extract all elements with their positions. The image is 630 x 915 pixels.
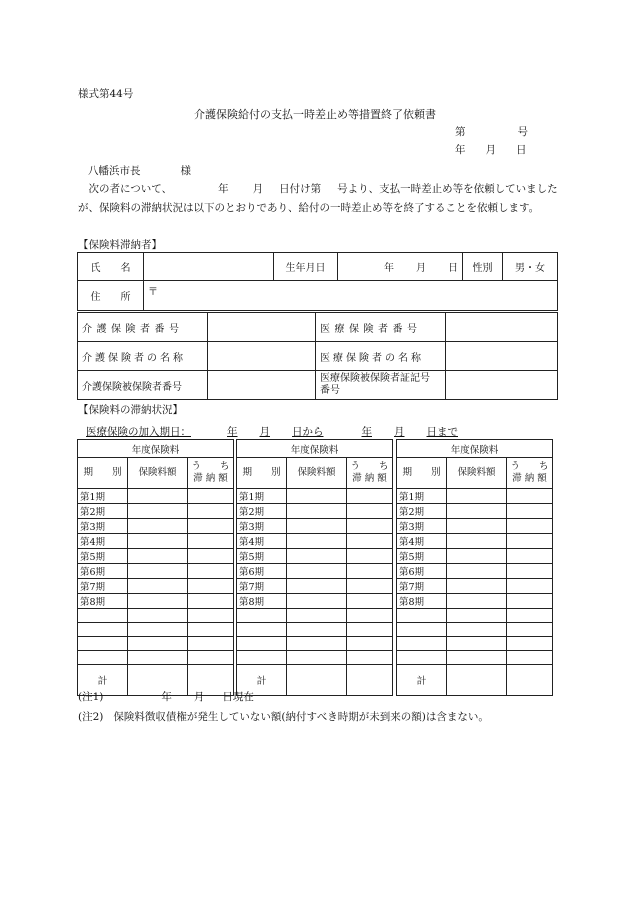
table-row bbox=[78, 637, 234, 651]
period-cell: 第1期 bbox=[397, 489, 447, 504]
amount-cell[interactable] bbox=[447, 504, 507, 519]
total-label: 計 bbox=[237, 665, 287, 696]
period-cell: 第3期 bbox=[237, 519, 287, 534]
amount-cell[interactable] bbox=[287, 623, 347, 637]
arrears-cell[interactable] bbox=[507, 623, 553, 637]
amount-cell[interactable] bbox=[447, 519, 507, 534]
period-cell bbox=[78, 651, 128, 665]
body-part1: 次の者について、 bbox=[88, 183, 173, 195]
fiscal-year-label: 年度保険料 bbox=[397, 440, 553, 458]
table-row bbox=[78, 579, 234, 594]
period-cell bbox=[237, 637, 287, 651]
arrears-cell[interactable] bbox=[188, 594, 234, 609]
arrears-amount-label: 滞 納 額 bbox=[193, 473, 228, 484]
insurance-info-table bbox=[77, 312, 558, 400]
amount-cell[interactable] bbox=[128, 594, 188, 609]
document-number bbox=[455, 124, 528, 139]
coverage-from-year: 年 bbox=[227, 426, 238, 438]
arrears-cell[interactable] bbox=[347, 549, 393, 564]
note2-label: (注2) bbox=[78, 711, 104, 723]
fiscal-year-label: 年度保険料 bbox=[237, 440, 393, 458]
medical-insurer-number-field[interactable] bbox=[446, 313, 558, 342]
arrears-amount-label: 滞 納 額 bbox=[352, 473, 387, 484]
period-cell bbox=[78, 609, 128, 623]
amount-cell[interactable] bbox=[287, 651, 347, 665]
period-cell bbox=[397, 651, 447, 665]
table-row bbox=[237, 651, 393, 665]
period-cell bbox=[397, 637, 447, 651]
amount-cell[interactable] bbox=[128, 623, 188, 637]
amount-cell[interactable] bbox=[447, 637, 507, 651]
amount-cell[interactable] bbox=[287, 564, 347, 579]
amount-cell[interactable] bbox=[128, 549, 188, 564]
section-status-heading: 【保険料の滞納状況】 bbox=[78, 404, 183, 416]
amount-cell[interactable] bbox=[447, 549, 507, 564]
arrears-cell[interactable] bbox=[507, 651, 553, 665]
arrears-cell[interactable] bbox=[188, 504, 234, 519]
table-row bbox=[397, 519, 553, 534]
arrears-cell[interactable] bbox=[347, 564, 393, 579]
arrears-cell[interactable] bbox=[188, 623, 234, 637]
period-cell: 第2期 bbox=[78, 504, 128, 519]
note2-text: 保険料徴収債権が発生していない額(納付すべき時期が未到来の額)は含まない。 bbox=[113, 711, 489, 723]
arrears-cell[interactable] bbox=[188, 637, 234, 651]
period-cell: 第4期 bbox=[237, 534, 287, 549]
period-cell: 第5期 bbox=[237, 549, 287, 564]
body-month: 月 bbox=[252, 183, 264, 195]
table-row bbox=[397, 504, 553, 519]
amount-cell[interactable] bbox=[128, 579, 188, 594]
address-label: 住 所 bbox=[78, 281, 144, 311]
note-1 bbox=[78, 689, 254, 704]
amount-cell[interactable] bbox=[287, 579, 347, 594]
table-row bbox=[397, 623, 553, 637]
table-row bbox=[237, 534, 393, 549]
medical-insurer-number-label: 医療保険者番号 bbox=[316, 313, 446, 342]
fiscal-year-label: 年度保険料 bbox=[78, 440, 234, 458]
birth-year: 年 bbox=[384, 263, 394, 274]
table-row bbox=[78, 534, 234, 549]
arrears-cell[interactable] bbox=[347, 489, 393, 504]
coverage-label: 医療保険の加入期日： bbox=[86, 426, 191, 438]
total-amount-cell[interactable] bbox=[447, 665, 507, 696]
period-cell: 第6期 bbox=[397, 564, 447, 579]
section-delinquent-heading: 【保険料滞納者】 bbox=[78, 239, 162, 251]
note1-month: 月 bbox=[193, 691, 205, 703]
period-header: 期 別 bbox=[397, 458, 447, 489]
arrears-cell[interactable] bbox=[507, 637, 553, 651]
arrears-header bbox=[188, 458, 234, 489]
arrears-cell[interactable] bbox=[507, 564, 553, 579]
arrears-cell[interactable] bbox=[347, 504, 393, 519]
uchi-label: う ち bbox=[350, 461, 389, 472]
arrears-cell[interactable] bbox=[507, 594, 553, 609]
doc-date-month: 月 bbox=[485, 144, 496, 156]
amount-cell[interactable] bbox=[447, 579, 507, 594]
arrears-cell[interactable] bbox=[188, 579, 234, 594]
total-arrears-cell[interactable] bbox=[347, 665, 393, 696]
total-row bbox=[397, 665, 553, 696]
amount-cell[interactable] bbox=[128, 489, 188, 504]
care-insured-number-label: 介護保険被保険者番号 bbox=[78, 371, 208, 400]
table-row bbox=[397, 564, 553, 579]
arrears-cell[interactable] bbox=[347, 534, 393, 549]
care-insurer-number-field[interactable] bbox=[208, 313, 316, 342]
table-row bbox=[78, 549, 234, 564]
birth-month: 月 bbox=[416, 263, 426, 274]
table-row bbox=[397, 534, 553, 549]
table-row bbox=[237, 579, 393, 594]
arrears-table-1 bbox=[77, 439, 234, 696]
amount-cell[interactable] bbox=[447, 489, 507, 504]
addressee-honorific: 様 bbox=[180, 165, 191, 177]
period-cell: 第2期 bbox=[237, 504, 287, 519]
birth-label: 生年月日 bbox=[274, 253, 338, 281]
arrears-cell[interactable] bbox=[347, 594, 393, 609]
arrears-cell[interactable] bbox=[507, 609, 553, 623]
coverage-from-month: 月 bbox=[259, 426, 270, 438]
amount-cell[interactable] bbox=[287, 534, 347, 549]
body-day-ref: 日付け第 bbox=[279, 183, 322, 195]
care-insurer-name-field[interactable] bbox=[208, 342, 316, 371]
amount-cell[interactable] bbox=[447, 623, 507, 637]
arrears-cell[interactable] bbox=[507, 519, 553, 534]
care-insured-number-field[interactable] bbox=[208, 371, 316, 400]
table-row bbox=[237, 564, 393, 579]
table-row bbox=[78, 623, 234, 637]
arrears-cell[interactable] bbox=[347, 579, 393, 594]
arrears-cell[interactable] bbox=[188, 651, 234, 665]
amount-cell[interactable] bbox=[287, 594, 347, 609]
table-row bbox=[78, 519, 234, 534]
period-cell: 第1期 bbox=[78, 489, 128, 504]
table-row bbox=[237, 504, 393, 519]
table-row bbox=[397, 637, 553, 651]
period-cell bbox=[78, 623, 128, 637]
name-label: 氏 名 bbox=[78, 253, 144, 281]
table-row bbox=[237, 519, 393, 534]
sex-options[interactable]: 男・女 bbox=[503, 253, 558, 281]
arrears-cell[interactable] bbox=[188, 489, 234, 504]
amount-cell[interactable] bbox=[128, 534, 188, 549]
document-title: 介護保険給付の支払一時差止め等措置終了依頼書 bbox=[194, 108, 436, 121]
amount-header: 保険料額 bbox=[287, 458, 347, 489]
delinquent-person-table bbox=[77, 252, 558, 311]
period-cell bbox=[78, 637, 128, 651]
period-cell bbox=[237, 609, 287, 623]
period-cell bbox=[397, 623, 447, 637]
amount-cell[interactable] bbox=[128, 519, 188, 534]
medical-cert-label bbox=[316, 371, 446, 400]
arrears-cell[interactable] bbox=[188, 564, 234, 579]
arrears-table-3 bbox=[396, 439, 553, 696]
amount-cell[interactable] bbox=[287, 504, 347, 519]
arrears-cell[interactable] bbox=[347, 637, 393, 651]
period-cell: 第7期 bbox=[78, 579, 128, 594]
period-cell: 第6期 bbox=[78, 564, 128, 579]
table-row bbox=[78, 564, 234, 579]
amount-cell[interactable] bbox=[447, 594, 507, 609]
arrears-cell[interactable] bbox=[347, 623, 393, 637]
arrears-header bbox=[347, 458, 393, 489]
arrears-cell[interactable] bbox=[188, 549, 234, 564]
medical-cert-label-line2: 番号 bbox=[320, 385, 340, 396]
arrears-cell[interactable] bbox=[507, 489, 553, 504]
table-row bbox=[397, 594, 553, 609]
amount-cell[interactable] bbox=[447, 564, 507, 579]
period-cell: 第4期 bbox=[397, 534, 447, 549]
form-number: 様式第44号 bbox=[78, 88, 134, 100]
total-label: 計 bbox=[397, 665, 447, 696]
request-body-text bbox=[78, 180, 560, 218]
period-cell: 第5期 bbox=[78, 549, 128, 564]
arrears-cell[interactable] bbox=[507, 534, 553, 549]
document-date bbox=[455, 142, 527, 157]
arrears-cell[interactable] bbox=[507, 579, 553, 594]
body-part2: 号より、支払一時差止め等を依頼していましたが、保険料の滞納状況は以下のとおりであり、給付の一時差止め等を終了することを依頼します。 bbox=[78, 183, 558, 214]
period-cell bbox=[237, 623, 287, 637]
table-row bbox=[78, 609, 234, 623]
birth-day: 日 bbox=[448, 263, 458, 274]
amount-cell[interactable] bbox=[447, 609, 507, 623]
table-row bbox=[237, 489, 393, 504]
arrears-cell[interactable] bbox=[507, 504, 553, 519]
table-row bbox=[237, 609, 393, 623]
period-cell: 第7期 bbox=[397, 579, 447, 594]
care-insurer-name-label: 介護保険者の名称 bbox=[78, 342, 208, 371]
doc-date-year: 年 bbox=[455, 144, 466, 156]
name-field[interactable] bbox=[144, 253, 274, 281]
coverage-period bbox=[86, 424, 458, 439]
coverage-to-day: 日まで bbox=[426, 426, 458, 438]
note-2 bbox=[78, 709, 489, 724]
arrears-cell[interactable] bbox=[347, 519, 393, 534]
note1-tail: 日現在 bbox=[222, 691, 254, 703]
table-row bbox=[397, 549, 553, 564]
period-cell: 第8期 bbox=[78, 594, 128, 609]
coverage-to-month: 月 bbox=[394, 426, 405, 438]
period-cell bbox=[237, 651, 287, 665]
table-row bbox=[78, 504, 234, 519]
amount-cell[interactable] bbox=[128, 564, 188, 579]
table-row bbox=[237, 594, 393, 609]
amount-cell[interactable] bbox=[447, 534, 507, 549]
coverage-from-day: 日から bbox=[292, 426, 324, 438]
table-row bbox=[78, 651, 234, 665]
period-cell bbox=[397, 609, 447, 623]
medical-insurer-name-label: 医療保険者の名称 bbox=[316, 342, 446, 371]
total-label: 計 bbox=[78, 665, 128, 696]
total-row bbox=[237, 665, 393, 696]
sex-label: 性別 bbox=[463, 253, 503, 281]
period-cell: 第7期 bbox=[237, 579, 287, 594]
amount-cell[interactable] bbox=[128, 651, 188, 665]
period-cell: 第8期 bbox=[397, 594, 447, 609]
arrears-cell[interactable] bbox=[507, 549, 553, 564]
amount-cell[interactable] bbox=[287, 609, 347, 623]
period-cell: 第1期 bbox=[237, 489, 287, 504]
total-amount-cell[interactable] bbox=[287, 665, 347, 696]
amount-header: 保険料額 bbox=[447, 458, 507, 489]
arrears-cell[interactable] bbox=[188, 609, 234, 623]
period-header: 期 別 bbox=[237, 458, 287, 489]
amount-cell[interactable] bbox=[287, 519, 347, 534]
table-row bbox=[397, 609, 553, 623]
doc-number-suffix: 号 bbox=[517, 126, 528, 138]
table-row bbox=[78, 489, 234, 504]
coverage-to-year: 年 bbox=[361, 426, 372, 438]
medical-insurer-name-field[interactable] bbox=[446, 342, 558, 371]
amount-cell[interactable] bbox=[287, 489, 347, 504]
amount-cell[interactable] bbox=[128, 637, 188, 651]
table-row bbox=[397, 489, 553, 504]
arrears-cell[interactable] bbox=[347, 609, 393, 623]
period-cell: 第4期 bbox=[78, 534, 128, 549]
medical-cert-label-line1: 医療保険被保険者証記号 bbox=[320, 373, 430, 384]
table-row bbox=[397, 579, 553, 594]
uchi-label: う ち bbox=[510, 461, 549, 472]
table-row bbox=[237, 549, 393, 564]
arrears-table-2 bbox=[236, 439, 393, 696]
arrears-cell[interactable] bbox=[188, 534, 234, 549]
address-field[interactable] bbox=[144, 281, 558, 311]
amount-cell[interactable] bbox=[447, 651, 507, 665]
amount-cell[interactable] bbox=[128, 504, 188, 519]
postal-mark: 〒 bbox=[148, 287, 158, 298]
uchi-label: う ち bbox=[191, 461, 230, 472]
table-row bbox=[237, 623, 393, 637]
total-arrears-cell[interactable] bbox=[507, 665, 553, 696]
note1-label: (注1) bbox=[78, 691, 104, 703]
period-cell: 第3期 bbox=[397, 519, 447, 534]
period-cell: 第6期 bbox=[237, 564, 287, 579]
note1-year: 年 bbox=[161, 691, 172, 703]
period-cell: 第8期 bbox=[237, 594, 287, 609]
table-row bbox=[237, 637, 393, 651]
care-insurer-number-label: 介護保険者番号 bbox=[78, 313, 208, 342]
amount-cell[interactable] bbox=[287, 549, 347, 564]
table-row bbox=[78, 594, 234, 609]
arrears-amount-label: 滞 納 額 bbox=[512, 473, 547, 484]
period-cell: 第5期 bbox=[397, 549, 447, 564]
doc-number-prefix: 第 bbox=[455, 126, 466, 138]
period-cell: 第2期 bbox=[397, 504, 447, 519]
arrears-cell[interactable] bbox=[188, 519, 234, 534]
amount-cell[interactable] bbox=[128, 609, 188, 623]
amount-header: 保険料額 bbox=[128, 458, 188, 489]
addressee-name: 八幡浜市長 bbox=[88, 165, 141, 177]
medical-cert-field[interactable] bbox=[446, 371, 558, 400]
period-cell: 第3期 bbox=[78, 519, 128, 534]
table-row bbox=[397, 651, 553, 665]
arrears-cell[interactable] bbox=[347, 651, 393, 665]
birth-date-field[interactable] bbox=[338, 253, 463, 281]
addressee bbox=[88, 163, 191, 178]
period-header: 期 別 bbox=[78, 458, 128, 489]
body-year: 年 bbox=[218, 183, 229, 195]
amount-cell[interactable] bbox=[287, 637, 347, 651]
doc-date-day: 日 bbox=[516, 144, 527, 156]
arrears-header bbox=[507, 458, 553, 489]
